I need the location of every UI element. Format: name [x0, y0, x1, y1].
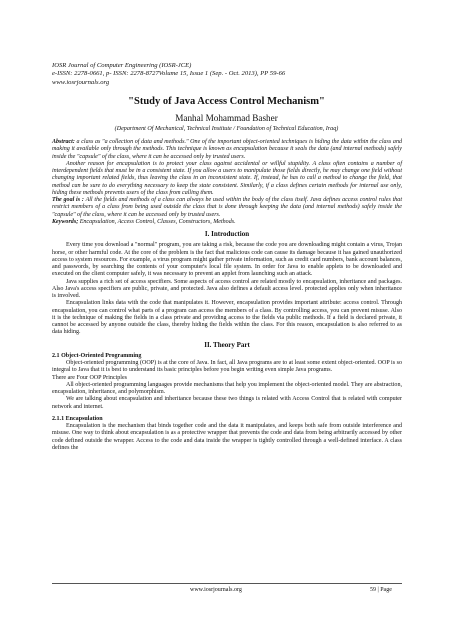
oop-paragraph-4: We are talking about encapsulation and inheritance because these two things is related with Access Control that is related with computer network and internet. [52, 396, 402, 410]
intro-paragraph-1: Every time you download a "normal" program, you are taking a risk, because the code you are downloading might contain a virus, Trojan horse, or other harmful code. At the core of the problem is the fact that malicious code can cause its damage because it has gained unauthorized access to system resources. For example, a virus program might gather private information, such as credit card numbers, bank account balances, and passwords, by searching the contents of your computer's local file system. In order for Java to enable applets to be downloaded and executed on the client computer safely, it was necessary to prevent an applet from launching such an attack. [52, 242, 402, 278]
goal-text: All the fields and methods of a class can always be used within the body of the class itself. Java defines access control rules that restrict members of a class from being used outside the class that is done through keeping the data (and internal methods) safely inside the "capsule" of the class, where it can be accessed only by trusted users. [52, 197, 403, 218]
journal-header [52, 62, 285, 87]
intro-paragraph-3: Encapsulation links data with the code that manipulates it. However, encapsulation provides important attribute: access control. Through encapsulation, you can control what parts of a program can access the members of a class. By controlling access, you can prevent misuse. Also it is the technique of making the fields in a class private and providing access to the fields via public methods. If a field is declared private, it cannot be accessed by anyone outside the class, thereby hiding the fields within the class. For this reason, encapsulation is also referred to as data hiding. [52, 300, 402, 336]
journal-site-link[interactable]: www.iosrjournals.org [52, 78, 110, 86]
section-heading-theory: II. Theory Part [204, 340, 250, 349]
footer-site-link[interactable]: www.iosrjournals.org [190, 587, 242, 593]
journal-name: IOSR Journal of Computer Engineering (IOSR-JCE) [52, 62, 192, 69]
abstract-paragraph [52, 139, 402, 161]
keywords-paragraph [52, 219, 402, 226]
paper-affiliation: (Department Of Mechanical, Technical Institute / Foundation of Technical Education, Iraq) [114, 126, 339, 132]
journal-issn: e-ISSN: 2278-0661, p- ISSN: 2278-8727Volume 15, Issue 1 (Sep. - Oct. 2013), PP 59-66 [52, 70, 286, 78]
abstract-text: a class as "a collection of data and methods." One of the important object-oriented techniques is hiding the data within the class and making it available only through the methods. This technique is known as encapsulation because it seals the data (and internal methods) safely inside the "capsule" of the class, where it can be accessed only by trusted users. [52, 139, 402, 160]
subsection-heading-oop: 2.1 Object-Oriented Programming [52, 352, 142, 359]
introduction-section [52, 242, 402, 452]
keywords-label: Keywords; [52, 218, 79, 225]
abstract-block [52, 139, 402, 452]
section-heading-introduction: I. Introduction [204, 230, 250, 238]
footer-divider [52, 583, 402, 584]
goal-label: The goal is : [52, 197, 84, 203]
oop-paragraph-3: All object-oriented programming languages provide mechanisms that help you implement the object-oriented model. They are abstraction, encapsulation, inheritance, and polymorphism. [52, 381, 402, 395]
paper-author: Manhal Mohammad Basher [175, 113, 278, 123]
footer-page-number: 59 | Page [370, 587, 392, 593]
goal-paragraph [52, 197, 402, 219]
oop-paragraph-2: There are Four OOP Principles [52, 374, 128, 381]
paper-title: "Study of Java Access Control Mechanism" [128, 96, 325, 107]
abstract-label: Abstract: [52, 139, 75, 145]
oop-paragraph-1: Object-oriented programming (OOP) is at the core of Java. In fact, all Java programs are to at least some extent object-oriented. OOP is so integral to Java that it is best to understand its basic principles before you begin writing even simple Java programs. [52, 360, 402, 374]
intro-paragraph-2: Java supplies a rich set of access specifiers. Some aspects of access control are related mostly to encapsulation, inheritance and packages. Also Java's access specifiers are public, private, and protected. Java also defines a default access level. protected applies only when inheritance is involved. [52, 278, 402, 299]
abstract-paragraph-2: Another reason for encapsulation is to protect your class against accidental or willful stupidity. A class often contains a number of interdependent fields that must be in a consistent state. If you allow a users to manipulate those fields directly, he may change one field without changing important related fields, thus leaving the class in an inconsistent state. If, instead, he has to call a method to change the field, that method can be sure to do everything necessary to keep the state consistent. Similarly, if a class defines certain methods for internal use only, hiding these methods prevents users of the class from calling them. [52, 160, 402, 196]
keywords-text: Encapsulation, Access Control, Classes, Constructors, Methods. [78, 218, 236, 225]
encapsulation-paragraph-1: Encapsulation is the mechanism that binds together code and the data it manipulates, and keeps both safe from outside interference and misuse. One way to think about encapsulation is as a protective wrapper that prevents the code and data from being arbitrarily accessed by other code defined outside the wrapper. Access to the code and data inside the wrapper is tightly controlled through a well-defined interface. A class defines the [52, 423, 402, 451]
subsection-heading-encapsulation: 2.1.1 Encapsulation [52, 415, 103, 422]
